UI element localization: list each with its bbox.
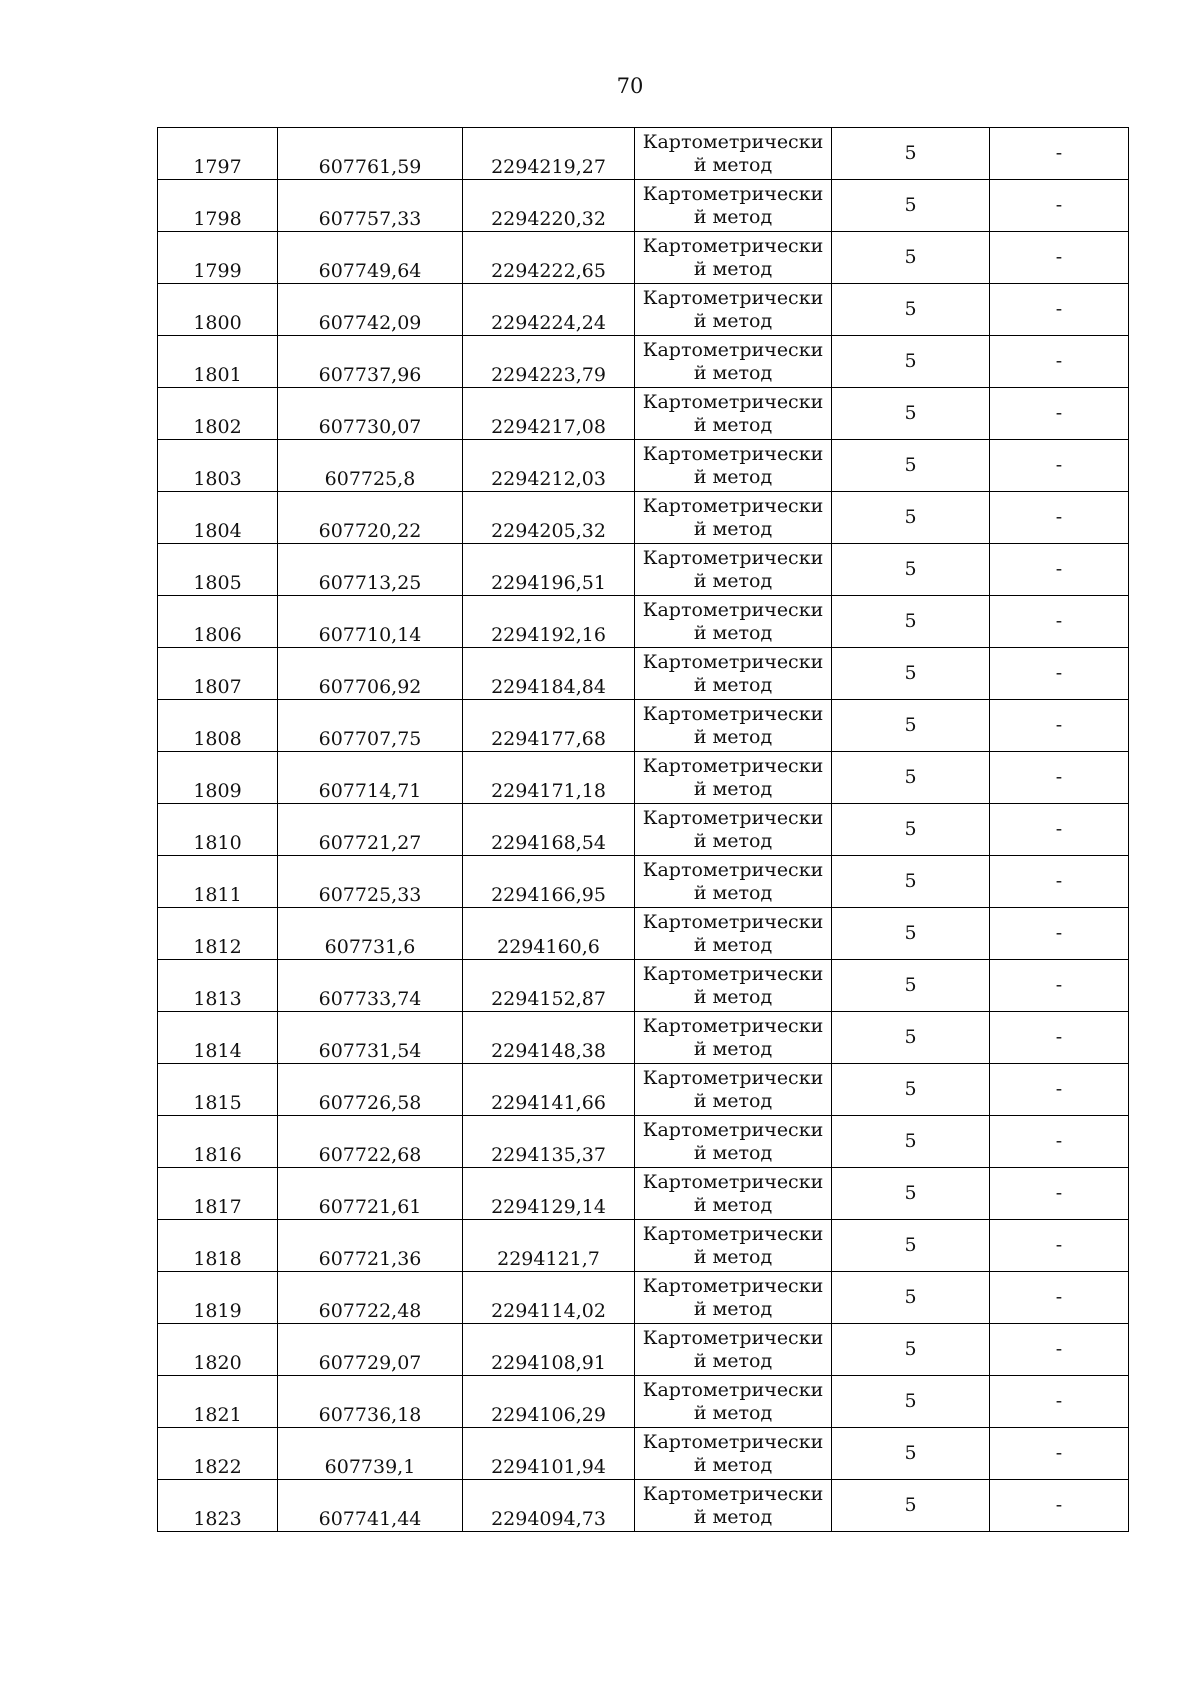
method-cell bbox=[635, 1272, 832, 1324]
method-line-1: Картометрически bbox=[642, 442, 824, 465]
method-line-1: Картометрически bbox=[642, 754, 824, 777]
y-coordinate-cell: 2294094,73 bbox=[463, 1480, 635, 1532]
accuracy-cell: 5 bbox=[832, 492, 990, 544]
point-number-cell: 1805 bbox=[158, 544, 278, 596]
x-coordinate-cell: 607733,74 bbox=[278, 960, 463, 1012]
note-cell: - bbox=[990, 1116, 1129, 1168]
x-coordinate-cell: 607761,59 bbox=[278, 128, 463, 180]
x-coordinate-cell: 607731,54 bbox=[278, 1012, 463, 1064]
table-row bbox=[158, 752, 1129, 804]
accuracy-cell: 5 bbox=[832, 1272, 990, 1324]
method-line-1: Картометрически bbox=[642, 1014, 824, 1037]
note-cell: - bbox=[990, 960, 1129, 1012]
method-cell bbox=[635, 232, 832, 284]
point-number-cell: 1804 bbox=[158, 492, 278, 544]
point-number-cell: 1802 bbox=[158, 388, 278, 440]
method-line-2: й метод bbox=[693, 465, 773, 488]
table-row bbox=[158, 804, 1129, 856]
method-line-2: й метод bbox=[693, 205, 773, 228]
y-coordinate-cell: 2294106,29 bbox=[463, 1376, 635, 1428]
y-coordinate-cell: 2294220,32 bbox=[463, 180, 635, 232]
x-coordinate-cell: 607720,22 bbox=[278, 492, 463, 544]
note-cell: - bbox=[990, 1480, 1129, 1532]
x-coordinate-cell: 607725,8 bbox=[278, 440, 463, 492]
coordinates-table bbox=[157, 127, 1129, 1532]
method-cell bbox=[635, 544, 832, 596]
accuracy-cell: 5 bbox=[832, 388, 990, 440]
method-line-2: й метод bbox=[693, 413, 773, 436]
accuracy-cell: 5 bbox=[832, 960, 990, 1012]
table-row bbox=[158, 440, 1129, 492]
method-line-2: й метод bbox=[693, 725, 773, 748]
x-coordinate-cell: 607713,25 bbox=[278, 544, 463, 596]
page-number: 70 bbox=[616, 74, 644, 98]
note-cell: - bbox=[990, 1064, 1129, 1116]
y-coordinate-cell: 2294223,79 bbox=[463, 336, 635, 388]
method-line-2: й метод bbox=[693, 1037, 773, 1060]
method-cell bbox=[635, 1376, 832, 1428]
table-row bbox=[158, 960, 1129, 1012]
point-number-cell: 1823 bbox=[158, 1480, 278, 1532]
table-row bbox=[158, 1116, 1129, 1168]
note-cell: - bbox=[990, 1428, 1129, 1480]
method-cell bbox=[635, 752, 832, 804]
method-line-2: й метод bbox=[693, 1089, 773, 1112]
method-line-2: й метод bbox=[693, 881, 773, 904]
note-cell: - bbox=[990, 1376, 1129, 1428]
accuracy-cell: 5 bbox=[832, 700, 990, 752]
method-cell bbox=[635, 1220, 832, 1272]
x-coordinate-cell: 607721,27 bbox=[278, 804, 463, 856]
x-coordinate-cell: 607730,07 bbox=[278, 388, 463, 440]
y-coordinate-cell: 2294212,03 bbox=[463, 440, 635, 492]
note-cell: - bbox=[990, 804, 1129, 856]
method-line-1: Картометрически bbox=[642, 182, 824, 205]
method-line-2: й метод bbox=[693, 1505, 773, 1528]
method-line-1: Картометрически bbox=[642, 1118, 824, 1141]
y-coordinate-cell: 2294192,16 bbox=[463, 596, 635, 648]
point-number-cell: 1819 bbox=[158, 1272, 278, 1324]
method-cell bbox=[635, 856, 832, 908]
note-cell: - bbox=[990, 700, 1129, 752]
table-row bbox=[158, 1428, 1129, 1480]
method-line-1: Картометрически bbox=[642, 546, 824, 569]
method-line-1: Картометрически bbox=[642, 1066, 824, 1089]
point-number-cell: 1801 bbox=[158, 336, 278, 388]
y-coordinate-cell: 2294121,7 bbox=[463, 1220, 635, 1272]
x-coordinate-cell: 607726,58 bbox=[278, 1064, 463, 1116]
method-line-2: й метод bbox=[693, 1141, 773, 1164]
x-coordinate-cell: 607706,92 bbox=[278, 648, 463, 700]
x-coordinate-cell: 607722,48 bbox=[278, 1272, 463, 1324]
table-row bbox=[158, 180, 1129, 232]
method-cell bbox=[635, 336, 832, 388]
note-cell: - bbox=[990, 648, 1129, 700]
method-cell bbox=[635, 700, 832, 752]
y-coordinate-cell: 2294148,38 bbox=[463, 1012, 635, 1064]
note-cell: - bbox=[990, 908, 1129, 960]
table-row bbox=[158, 1480, 1129, 1532]
accuracy-cell: 5 bbox=[832, 180, 990, 232]
accuracy-cell: 5 bbox=[832, 284, 990, 336]
table-row bbox=[158, 1324, 1129, 1376]
method-cell bbox=[635, 804, 832, 856]
method-cell bbox=[635, 492, 832, 544]
method-cell bbox=[635, 1168, 832, 1220]
point-number-cell: 1821 bbox=[158, 1376, 278, 1428]
note-cell: - bbox=[990, 232, 1129, 284]
y-coordinate-cell: 2294205,32 bbox=[463, 492, 635, 544]
table-row bbox=[158, 388, 1129, 440]
x-coordinate-cell: 607741,44 bbox=[278, 1480, 463, 1532]
accuracy-cell: 5 bbox=[832, 1064, 990, 1116]
x-coordinate-cell: 607737,96 bbox=[278, 336, 463, 388]
note-cell: - bbox=[990, 388, 1129, 440]
x-coordinate-cell: 607757,33 bbox=[278, 180, 463, 232]
table-row bbox=[158, 648, 1129, 700]
point-number-cell: 1811 bbox=[158, 856, 278, 908]
table-row bbox=[158, 1064, 1129, 1116]
method-cell bbox=[635, 440, 832, 492]
point-number-cell: 1809 bbox=[158, 752, 278, 804]
table-row bbox=[158, 492, 1129, 544]
method-cell bbox=[635, 596, 832, 648]
note-cell: - bbox=[990, 284, 1129, 336]
x-coordinate-cell: 607707,75 bbox=[278, 700, 463, 752]
note-cell: - bbox=[990, 1168, 1129, 1220]
y-coordinate-cell: 2294168,54 bbox=[463, 804, 635, 856]
method-line-1: Картометрически bbox=[642, 910, 824, 933]
point-number-cell: 1803 bbox=[158, 440, 278, 492]
point-number-cell: 1806 bbox=[158, 596, 278, 648]
method-cell bbox=[635, 908, 832, 960]
x-coordinate-cell: 607736,18 bbox=[278, 1376, 463, 1428]
note-cell: - bbox=[990, 336, 1129, 388]
note-cell: - bbox=[990, 128, 1129, 180]
accuracy-cell: 5 bbox=[832, 1480, 990, 1532]
method-line-1: Картометрически bbox=[642, 1222, 824, 1245]
y-coordinate-cell: 2294222,65 bbox=[463, 232, 635, 284]
table-row bbox=[158, 544, 1129, 596]
accuracy-cell: 5 bbox=[832, 1012, 990, 1064]
method-line-2: й метод bbox=[693, 1297, 773, 1320]
method-cell bbox=[635, 180, 832, 232]
method-cell bbox=[635, 1064, 832, 1116]
y-coordinate-cell: 2294152,87 bbox=[463, 960, 635, 1012]
method-cell bbox=[635, 128, 832, 180]
note-cell: - bbox=[990, 596, 1129, 648]
y-coordinate-cell: 2294184,84 bbox=[463, 648, 635, 700]
point-number-cell: 1810 bbox=[158, 804, 278, 856]
y-coordinate-cell: 2294171,18 bbox=[463, 752, 635, 804]
point-number-cell: 1807 bbox=[158, 648, 278, 700]
method-cell bbox=[635, 960, 832, 1012]
method-line-1: Картометрически bbox=[642, 962, 824, 985]
method-line-1: Картометрически bbox=[642, 494, 824, 517]
point-number-cell: 1798 bbox=[158, 180, 278, 232]
y-coordinate-cell: 2294219,27 bbox=[463, 128, 635, 180]
table-row bbox=[158, 232, 1129, 284]
table-row bbox=[158, 336, 1129, 388]
method-line-1: Картометрически bbox=[642, 234, 824, 257]
table-row bbox=[158, 700, 1129, 752]
table-row bbox=[158, 1012, 1129, 1064]
table-row bbox=[158, 908, 1129, 960]
y-coordinate-cell: 2294141,66 bbox=[463, 1064, 635, 1116]
accuracy-cell: 5 bbox=[832, 596, 990, 648]
x-coordinate-cell: 607722,68 bbox=[278, 1116, 463, 1168]
accuracy-cell: 5 bbox=[832, 752, 990, 804]
table-row bbox=[158, 1272, 1129, 1324]
method-line-2: й метод bbox=[693, 1193, 773, 1216]
note-cell: - bbox=[990, 1272, 1129, 1324]
method-line-2: й метод bbox=[693, 933, 773, 956]
y-coordinate-cell: 2294160,6 bbox=[463, 908, 635, 960]
y-coordinate-cell: 2294101,94 bbox=[463, 1428, 635, 1480]
accuracy-cell: 5 bbox=[832, 544, 990, 596]
accuracy-cell: 5 bbox=[832, 440, 990, 492]
method-cell bbox=[635, 1480, 832, 1532]
point-number-cell: 1800 bbox=[158, 284, 278, 336]
method-cell bbox=[635, 284, 832, 336]
x-coordinate-cell: 607749,64 bbox=[278, 232, 463, 284]
accuracy-cell: 5 bbox=[832, 856, 990, 908]
x-coordinate-cell: 607725,33 bbox=[278, 856, 463, 908]
x-coordinate-cell: 607742,09 bbox=[278, 284, 463, 336]
x-coordinate-cell: 607714,71 bbox=[278, 752, 463, 804]
method-line-1: Картометрически bbox=[642, 1378, 824, 1401]
point-number-cell: 1822 bbox=[158, 1428, 278, 1480]
point-number-cell: 1797 bbox=[158, 128, 278, 180]
method-line-1: Картометрически bbox=[642, 286, 824, 309]
method-cell bbox=[635, 1324, 832, 1376]
point-number-cell: 1820 bbox=[158, 1324, 278, 1376]
table-row bbox=[158, 1376, 1129, 1428]
method-cell bbox=[635, 1428, 832, 1480]
accuracy-cell: 5 bbox=[832, 232, 990, 284]
x-coordinate-cell: 607729,07 bbox=[278, 1324, 463, 1376]
y-coordinate-cell: 2294114,02 bbox=[463, 1272, 635, 1324]
method-line-1: Картометрически bbox=[642, 650, 824, 673]
method-line-1: Картометрически bbox=[642, 1430, 824, 1453]
y-coordinate-cell: 2294108,91 bbox=[463, 1324, 635, 1376]
point-number-cell: 1815 bbox=[158, 1064, 278, 1116]
y-coordinate-cell: 2294196,51 bbox=[463, 544, 635, 596]
note-cell: - bbox=[990, 544, 1129, 596]
method-line-2: й метод bbox=[693, 153, 773, 176]
table-row bbox=[158, 1220, 1129, 1272]
method-line-2: й метод bbox=[693, 1401, 773, 1424]
method-line-1: Картометрически bbox=[642, 1170, 824, 1193]
method-line-1: Картометрически bbox=[642, 130, 824, 153]
point-number-cell: 1813 bbox=[158, 960, 278, 1012]
method-line-2: й метод bbox=[693, 569, 773, 592]
accuracy-cell: 5 bbox=[832, 1168, 990, 1220]
note-cell: - bbox=[990, 1012, 1129, 1064]
point-number-cell: 1812 bbox=[158, 908, 278, 960]
method-cell bbox=[635, 1116, 832, 1168]
table-row bbox=[158, 128, 1129, 180]
method-line-2: й метод bbox=[693, 309, 773, 332]
method-line-1: Картометрически bbox=[642, 338, 824, 361]
point-number-cell: 1818 bbox=[158, 1220, 278, 1272]
accuracy-cell: 5 bbox=[832, 1324, 990, 1376]
y-coordinate-cell: 2294177,68 bbox=[463, 700, 635, 752]
table-row bbox=[158, 284, 1129, 336]
x-coordinate-cell: 607710,14 bbox=[278, 596, 463, 648]
method-line-1: Картометрически bbox=[642, 598, 824, 621]
x-coordinate-cell: 607739,1 bbox=[278, 1428, 463, 1480]
x-coordinate-cell: 607731,6 bbox=[278, 908, 463, 960]
method-line-2: й метод bbox=[693, 829, 773, 852]
note-cell: - bbox=[990, 492, 1129, 544]
accuracy-cell: 5 bbox=[832, 908, 990, 960]
accuracy-cell: 5 bbox=[832, 1220, 990, 1272]
method-line-1: Картометрически bbox=[642, 858, 824, 881]
accuracy-cell: 5 bbox=[832, 1428, 990, 1480]
method-cell bbox=[635, 648, 832, 700]
method-line-2: й метод bbox=[693, 777, 773, 800]
y-coordinate-cell: 2294224,24 bbox=[463, 284, 635, 336]
point-number-cell: 1816 bbox=[158, 1116, 278, 1168]
note-cell: - bbox=[990, 180, 1129, 232]
method-line-2: й метод bbox=[693, 517, 773, 540]
method-line-1: Картометрически bbox=[642, 806, 824, 829]
method-line-1: Картометрически bbox=[642, 1326, 824, 1349]
note-cell: - bbox=[990, 752, 1129, 804]
note-cell: - bbox=[990, 1324, 1129, 1376]
method-line-2: й метод bbox=[693, 1453, 773, 1476]
y-coordinate-cell: 2294129,14 bbox=[463, 1168, 635, 1220]
method-line-2: й метод bbox=[693, 257, 773, 280]
method-line-1: Картометрически bbox=[642, 1274, 824, 1297]
accuracy-cell: 5 bbox=[832, 128, 990, 180]
method-cell bbox=[635, 1012, 832, 1064]
method-cell bbox=[635, 388, 832, 440]
method-line-2: й метод bbox=[693, 1349, 773, 1372]
note-cell: - bbox=[990, 440, 1129, 492]
method-line-2: й метод bbox=[693, 621, 773, 644]
x-coordinate-cell: 607721,61 bbox=[278, 1168, 463, 1220]
accuracy-cell: 5 bbox=[832, 1116, 990, 1168]
table-row bbox=[158, 1168, 1129, 1220]
x-coordinate-cell: 607721,36 bbox=[278, 1220, 463, 1272]
note-cell: - bbox=[990, 1220, 1129, 1272]
point-number-cell: 1814 bbox=[158, 1012, 278, 1064]
table-row bbox=[158, 596, 1129, 648]
method-line-1: Картометрически bbox=[642, 1482, 824, 1505]
method-line-2: й метод bbox=[693, 673, 773, 696]
table-row bbox=[158, 856, 1129, 908]
note-cell: - bbox=[990, 856, 1129, 908]
accuracy-cell: 5 bbox=[832, 648, 990, 700]
method-line-2: й метод bbox=[693, 985, 773, 1008]
y-coordinate-cell: 2294217,08 bbox=[463, 388, 635, 440]
point-number-cell: 1799 bbox=[158, 232, 278, 284]
method-line-1: Картометрически bbox=[642, 702, 824, 725]
method-line-2: й метод bbox=[693, 361, 773, 384]
table-body bbox=[158, 128, 1129, 1532]
accuracy-cell: 5 bbox=[832, 804, 990, 856]
method-line-2: й метод bbox=[693, 1245, 773, 1268]
accuracy-cell: 5 bbox=[832, 1376, 990, 1428]
point-number-cell: 1817 bbox=[158, 1168, 278, 1220]
point-number-cell: 1808 bbox=[158, 700, 278, 752]
y-coordinate-cell: 2294166,95 bbox=[463, 856, 635, 908]
accuracy-cell: 5 bbox=[832, 336, 990, 388]
method-line-1: Картометрически bbox=[642, 390, 824, 413]
y-coordinate-cell: 2294135,37 bbox=[463, 1116, 635, 1168]
